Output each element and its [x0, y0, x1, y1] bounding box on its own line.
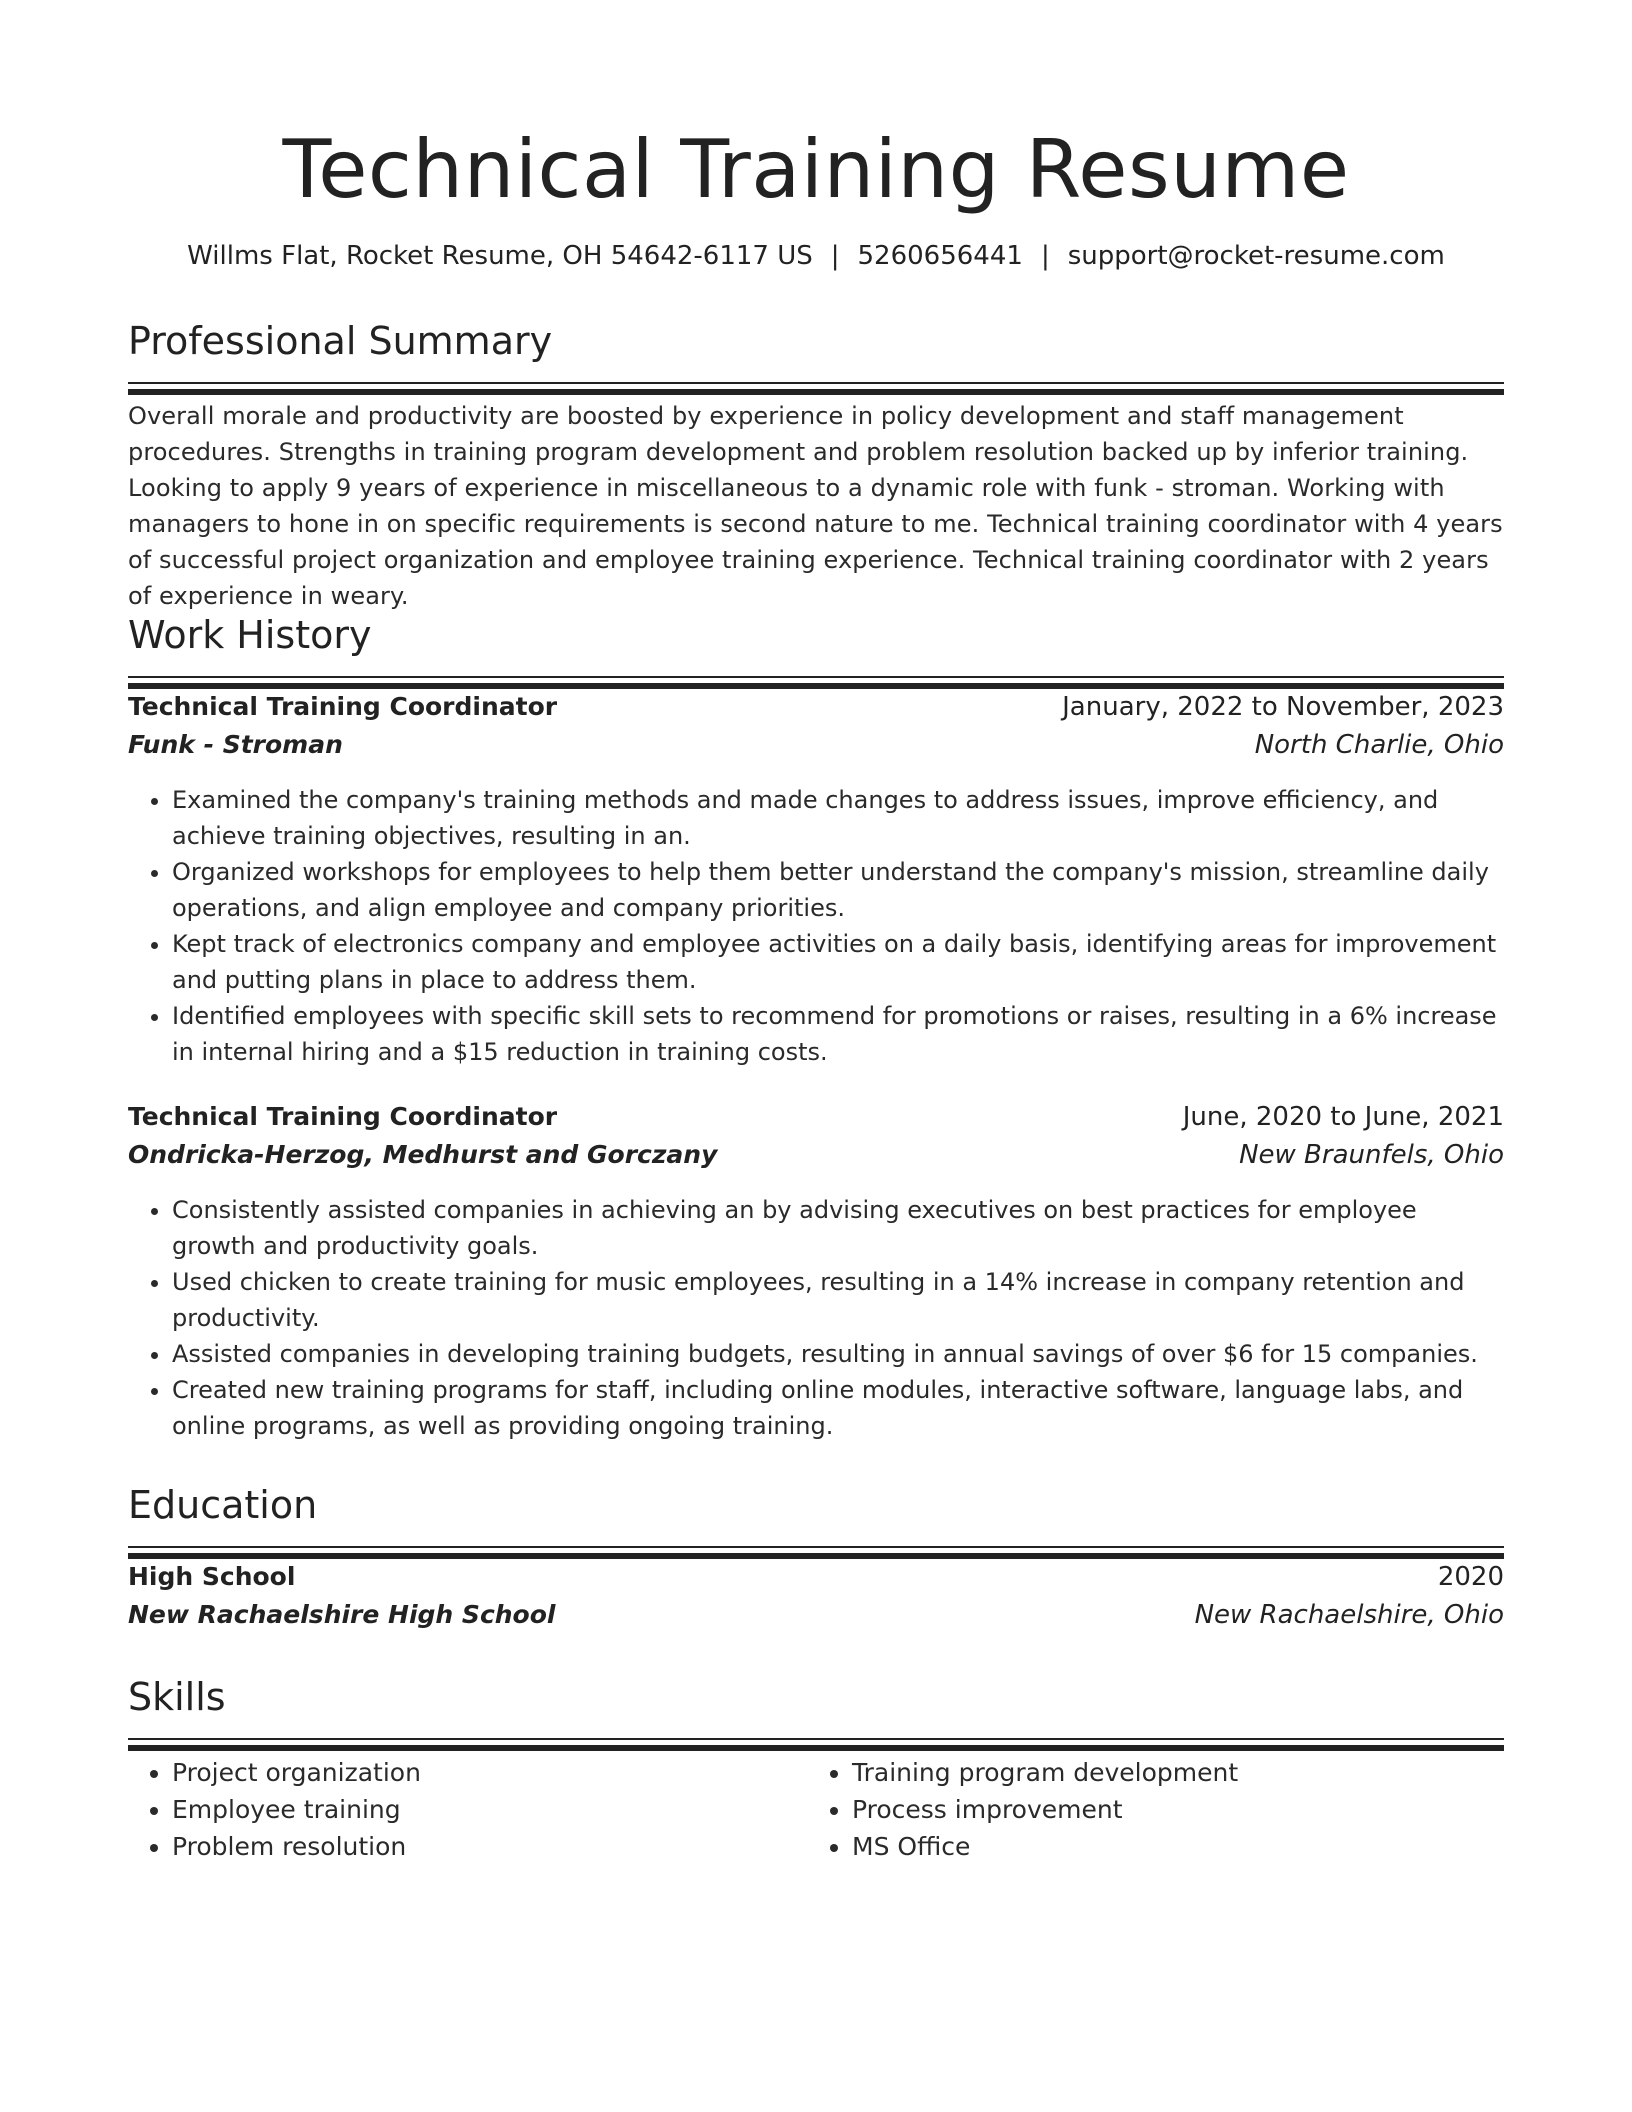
skills-column-left [128, 1754, 808, 1865]
summary-text: Overall morale and productivity are boosted by experience in policy development and staff management procedures. Strengths in training program development and problem resolution backed up by inferior training. Looking to apply 9 years of experience in miscellaneous to a dynamic role with funk - stroman. Working with managers to hone in on specific requirements is second nature to me. Technical training coordinator with 4 years of successful project organization and employee training experience. Technical training coordinator with 2 years of experience in weary. [128, 402, 1503, 610]
contact-phone: 5260656441 [857, 241, 1023, 271]
job-entry [128, 688, 1504, 1070]
job-bullet: • Created new training programs for staff, including online modules, interactive software, language labs, and online programs, as well as providing ongoing training. [172, 1372, 1504, 1444]
job-bullet: • Identified employees with specific skill sets to recommend for promotions or raises, resulting in a 6% increase in internal hiring and a $15 reduction in training costs. [172, 998, 1504, 1070]
skill-item: • Project organization [172, 1754, 808, 1791]
job-location: North Charlie, Ohio [1254, 730, 1504, 760]
job-bullets [128, 1192, 1504, 1444]
job-entry [128, 1098, 1504, 1444]
education-degree: High School [128, 1562, 296, 1591]
skill-item: • Training program development [852, 1754, 1488, 1791]
job-bullet: • Assisted companies in developing training budgets, resulting in annual savings of over $6 for 15 companies. [172, 1336, 1504, 1372]
job-bullet: • Kept track of electronics company and employee activities on a daily basis, identifying areas for improvement and putting plans in place to address them. [172, 926, 1504, 998]
education-entry [128, 1558, 1504, 1634]
skills-section [128, 1672, 1504, 1865]
job-header-row [128, 688, 1504, 726]
contact-address: Willms Flat, Rocket Resume, OH 54642-6117 US [187, 241, 813, 271]
education-section [128, 1480, 1504, 1634]
job-title: Technical Training Coordinator [128, 692, 558, 721]
skill-item: • Employee training [172, 1791, 808, 1828]
job-bullet: • Examined the company's training methods and made changes to address issues, improve efficiency, and achieve training objectives, resulting in an. [172, 782, 1504, 854]
education-heading: Education [128, 1483, 318, 1527]
skill-item: • MS Office [852, 1828, 1488, 1865]
summary-section [128, 316, 1504, 614]
job-company: Ondricka-Herzog, Medhurst and Gorczany [128, 1140, 718, 1169]
skills-grid [128, 1754, 1504, 1865]
job-bullets [128, 782, 1504, 1070]
job-location: New Braunfels, Ohio [1239, 1140, 1504, 1170]
skill-item: • Problem resolution [172, 1828, 808, 1865]
resume-title: Technical Training Resume [282, 123, 1350, 216]
contact-separator: | [830, 241, 840, 271]
education-school: New Rachaelshire High School [128, 1600, 556, 1629]
contact-email: support@rocket-resume.com [1067, 241, 1445, 271]
job-bullet: • Organized workshops for employees to help them better understand the company's mission, streamline daily operations, and align employee and company priorities. [172, 854, 1504, 926]
job-dates: June, 2020 to June, 2021 [1182, 1102, 1504, 1132]
contact-line [128, 238, 1504, 274]
summary-heading: Professional Summary [128, 319, 553, 363]
education-school-row [128, 1596, 1504, 1634]
education-location: New Rachaelshire, Ohio [1194, 1600, 1504, 1630]
job-company: Funk - Stroman [128, 730, 343, 759]
job-bullet: • Consistently assisted companies in achieving an by advising executives on best practices for employee growth and productivity goals. [172, 1192, 1504, 1264]
work-section [128, 610, 1504, 1444]
education-year: 2020 [1437, 1562, 1504, 1592]
skills-heading: Skills [128, 1675, 226, 1719]
job-header-row [128, 1098, 1504, 1136]
contact-separator: | [1040, 241, 1050, 271]
job-company-row [128, 726, 1504, 764]
skill-item: • Process improvement [852, 1791, 1488, 1828]
work-heading: Work History [128, 613, 372, 657]
education-header-row [128, 1558, 1504, 1596]
skills-column-right [808, 1754, 1488, 1865]
job-dates: January, 2022 to November, 2023 [1062, 692, 1504, 722]
job-title: Technical Training Coordinator [128, 1102, 558, 1131]
job-bullet: • Used chicken to create training for music employees, resulting in a 14% increase in company retention and productivity. [172, 1264, 1504, 1336]
job-company-row [128, 1136, 1504, 1174]
